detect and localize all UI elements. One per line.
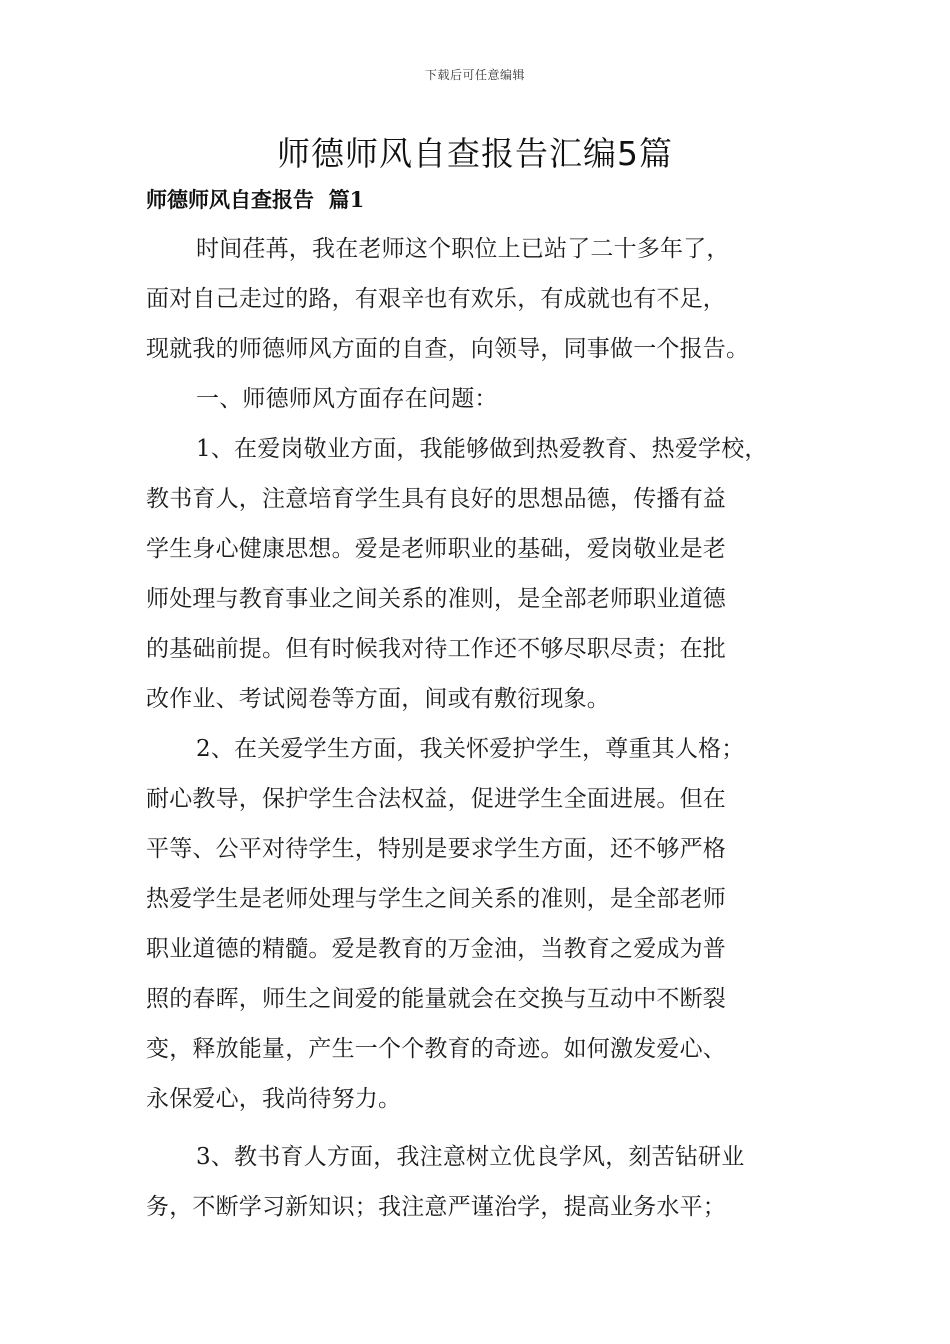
text-line: 教书育人，注意培育学生具有良好的思想品德，传播有益	[146, 486, 726, 512]
text-line: 学生身心健康思想。爱是老师职业的基础，爱岗敬业是老	[146, 536, 726, 562]
text-line: 改作业、考试阅卷等方面，间或有敷衍现象。	[146, 686, 610, 712]
section-heading: 师德师风自查报告 篇1	[146, 187, 365, 212]
text-line: 永保爱心，我尚待努力。	[146, 1086, 402, 1112]
text-line: 3、教书育人方面，我注意树立优良学风，刻苦钻研业	[196, 1144, 745, 1170]
text-line: 变，释放能量，产生一个个教育的奇迹。如何激发爱心、	[146, 1036, 726, 1062]
text-line: 1、在爱岗敬业方面，我能够做到热爱教育、热爱学校，	[196, 436, 768, 462]
text-line: 2、在关爱学生方面，我关怀爱护学生，尊重其人格；	[196, 736, 745, 762]
text-line: 照的春晖，师生之间爱的能量就会在交换与互动中不断裂	[146, 986, 726, 1012]
text-line: 师处理与教育事业之间关系的准则，是全部老师职业道德	[146, 586, 726, 612]
text-line: 热爱学生是老师处理与学生之间关系的准则，是全部老师	[146, 886, 726, 912]
text-line: 一、师德师风方面存在问题：	[196, 386, 498, 412]
document-title: 师德师风自查报告汇编5篇	[277, 134, 673, 173]
text-line: 的基础前提。但有时候我对待工作还不够尽职尽责；在批	[146, 636, 726, 662]
text-line: 平等、公平对待学生，特别是要求学生方面，还不够严格	[146, 836, 726, 862]
header-note: 下载后可任意编辑	[424, 68, 525, 82]
text-line: 时间荏苒，我在老师这个职位上已站了二十多年了，	[196, 236, 730, 262]
text-line: 现就我的师德师风方面的自查，向领导，同事做一个报告。	[146, 336, 750, 362]
text-line: 面对自己走过的路，有艰辛也有欢乐，有成就也有不足，	[146, 286, 726, 312]
text-line: 耐心教导，保护学生合法权益，促进学生全面进展。但在	[146, 786, 726, 812]
text-line: 职业道德的精髓。爱是教育的万金油，当教育之爱成为普	[146, 936, 726, 962]
text-line: 务，不断学习新知识；我注意严谨治学，提高业务水平；	[146, 1194, 726, 1220]
body-text	[146, 227, 806, 1235]
